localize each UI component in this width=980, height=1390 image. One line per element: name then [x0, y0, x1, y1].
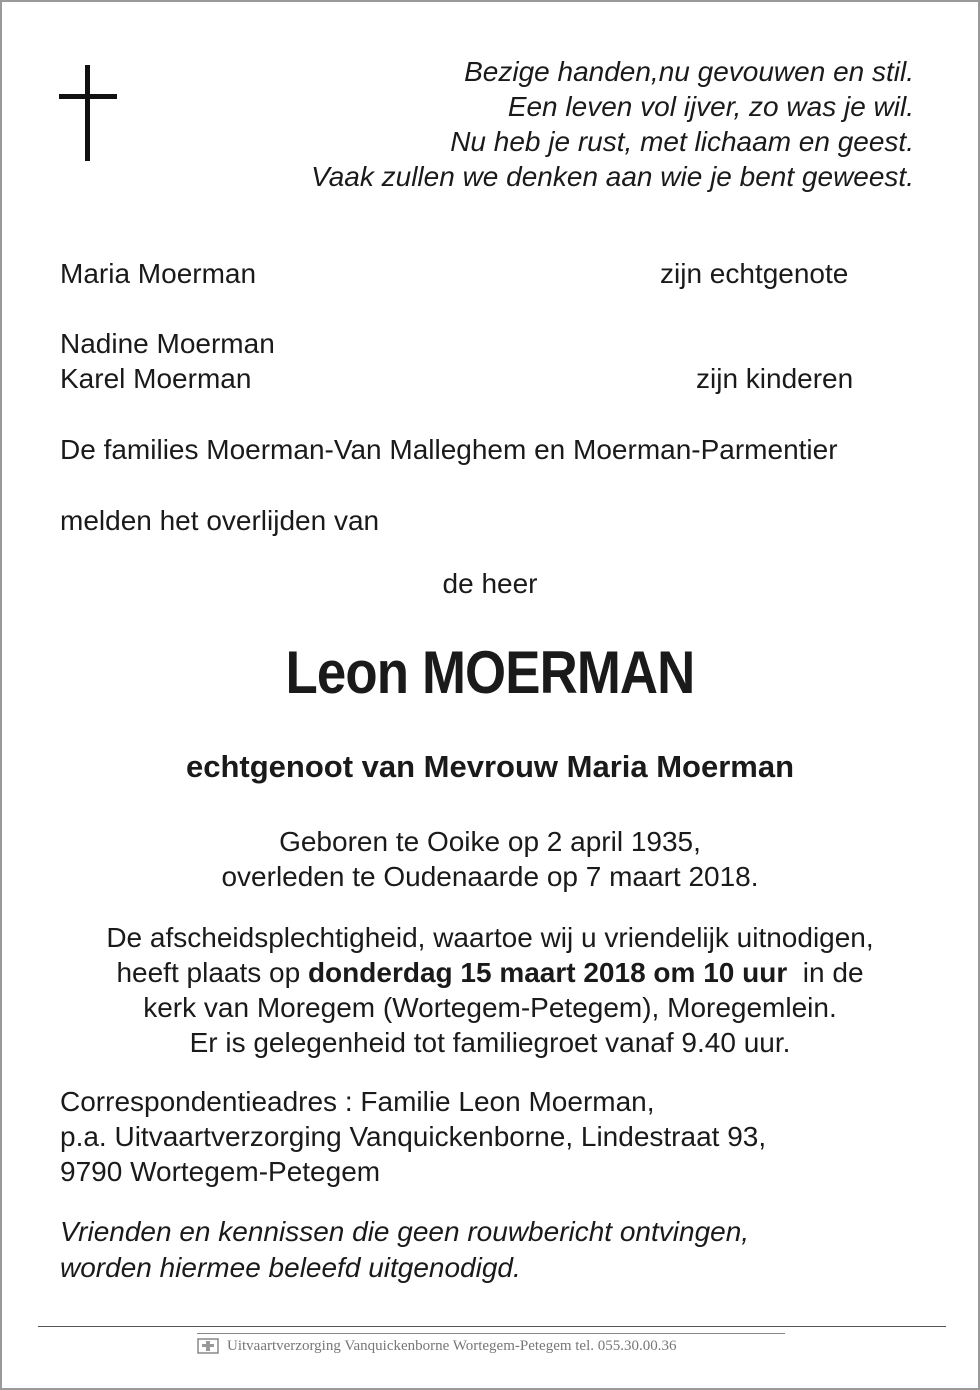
- correspondence-address: [60, 1084, 766, 1189]
- spouse-line: echtgenoot van Mevrouw Maria Moerman: [185, 749, 795, 784]
- spouse-role: zijn echtgenote: [660, 258, 849, 289]
- ceremony-info: [2, 920, 978, 1060]
- announce-line: melden het overlijden van: [60, 505, 380, 536]
- child-name: Nadine Moerman: [60, 328, 275, 359]
- ceremony-line: Er is gelegenheid tot familiegroet vanaf 9.40 uur.: [189, 1027, 791, 1058]
- honorific: de heer: [442, 568, 538, 599]
- address-line: 9790 Wortegem-Petegem: [60, 1156, 381, 1187]
- born-line: Geboren te Ooike op 2 april 1935,: [279, 826, 701, 857]
- closing-line: worden hiermee beleefd uitgenodigd.: [60, 1252, 521, 1283]
- child-name: Karel Moerman: [60, 363, 252, 394]
- poem: [311, 54, 914, 194]
- deceased-name: Leon MOERMAN: [285, 639, 695, 706]
- funeral-home-logo-icon: [197, 1337, 219, 1355]
- poem-line: Een leven vol ijver, zo was je wil.: [507, 91, 914, 122]
- ceremony-text: in de: [787, 957, 864, 988]
- latin-cross-icon: [59, 65, 117, 161]
- ceremony-text: heeft plaats op: [116, 957, 308, 988]
- address-line: p.a. Uitvaartverzorging Vanquickenborne, Lindestraat 93,: [60, 1121, 767, 1152]
- life-dates: [2, 824, 978, 894]
- spouse-name: Maria Moerman: [60, 258, 257, 289]
- ceremony-line: De afscheidsplechtigheid, waartoe wij u vriendelijk uitnodigen,: [106, 922, 874, 953]
- ceremony-line: [2, 955, 978, 990]
- address-line: Correspondentieadres : Familie Leon Moerman,: [60, 1086, 655, 1117]
- poem-line: Vaak zullen we denken aan wie je bent geweest.: [311, 161, 914, 192]
- footer: [197, 1333, 785, 1355]
- poem-line: Nu heb je rust, met lichaam en geest.: [450, 126, 914, 157]
- ceremony-line: kerk van Moregem (Wortegem-Petegem), Moregemlein.: [143, 992, 837, 1023]
- died-line: overleden te Oudenaarde op 7 maart 2018.: [221, 861, 759, 892]
- poem-line: Bezige handen,nu gevouwen en stil.: [464, 56, 914, 87]
- divider: [38, 1326, 946, 1327]
- deceased-name-wrap: [2, 638, 978, 708]
- footer-text: Uitvaartverzorging Vanquickenborne Wortegem-Petegem tel. 055.30.00.36: [227, 1337, 677, 1354]
- closing-note: [60, 1214, 749, 1286]
- closing-line: Vrienden en kennissen die geen rouwbericht ontvingen,: [60, 1216, 750, 1247]
- families-line: De families Moerman-Van Malleghem en Moerman-Parmentier: [60, 434, 838, 465]
- children-role: zijn kinderen: [696, 363, 854, 394]
- ceremony-date: donderdag 15 maart 2018 om 10 uur: [307, 957, 788, 988]
